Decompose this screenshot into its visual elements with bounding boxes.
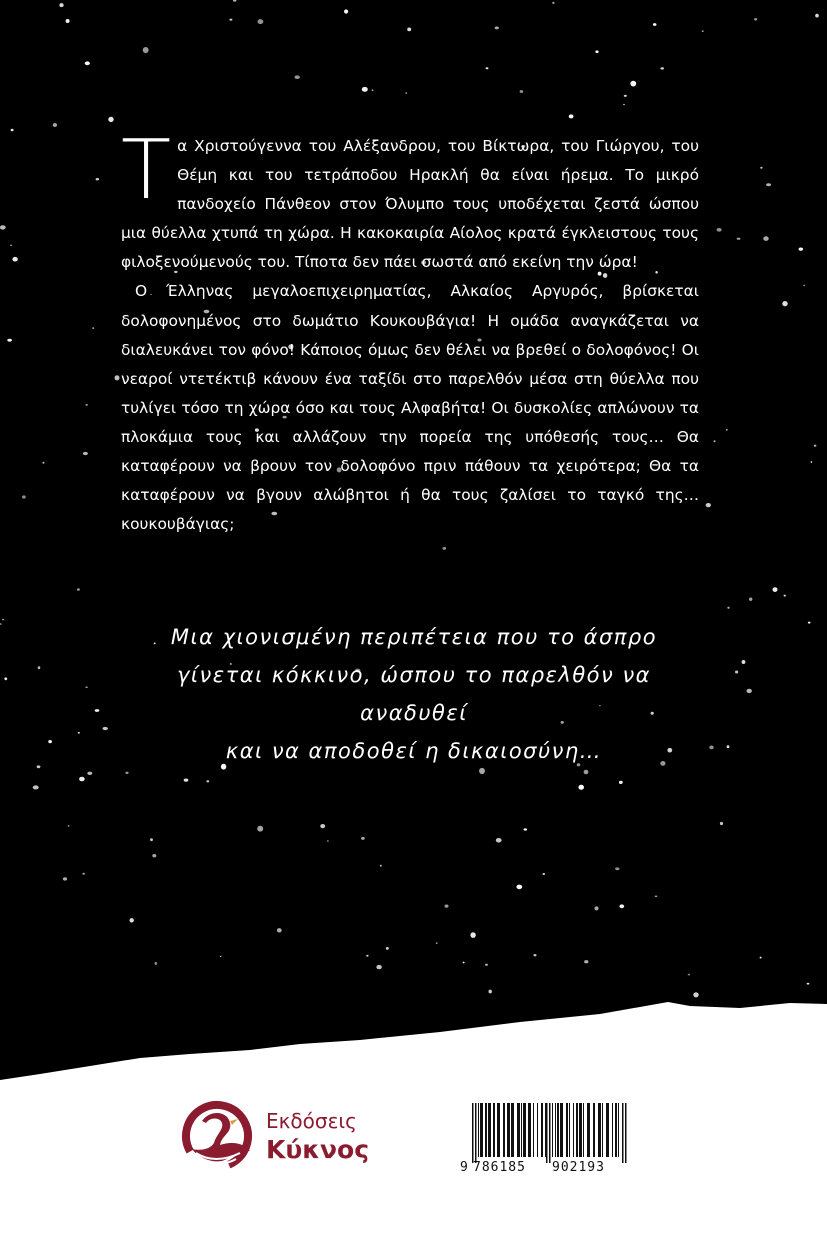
barcode-guard-bar — [475, 1103, 477, 1163]
snowflake — [655, 896, 658, 898]
snowflake — [534, 954, 537, 956]
snowflake — [619, 781, 623, 784]
snowflake — [68, 825, 70, 827]
barcode-guard-bar — [549, 1103, 551, 1163]
snowflake — [630, 81, 636, 87]
snowflake — [782, 301, 787, 306]
snowflake — [4, 677, 7, 680]
snowflake — [366, 955, 368, 957]
snowflake — [807, 983, 810, 985]
snowflake — [773, 587, 778, 592]
barcode-bar — [552, 1103, 553, 1157]
snowflake — [760, 167, 762, 169]
barcode-bar — [576, 1103, 578, 1157]
snowflake — [79, 777, 85, 782]
snowflake — [619, 904, 624, 908]
snowflake — [811, 461, 813, 463]
barcode-bars — [460, 1103, 628, 1163]
barcode-bar — [478, 1103, 479, 1157]
snowflake — [688, 974, 690, 976]
snowflake — [78, 732, 80, 734]
snowflake — [436, 942, 438, 944]
barcode-bar — [507, 1103, 510, 1157]
snowflake — [22, 495, 26, 498]
snowflake — [152, 854, 156, 857]
snowflake — [754, 18, 757, 21]
snowflake — [10, 245, 12, 247]
snowflake — [0, 225, 6, 229]
snowflake — [543, 873, 546, 875]
barcode-bar — [593, 1103, 595, 1157]
barcode-bar — [602, 1103, 603, 1157]
snowflake — [220, 956, 222, 957]
snowflake — [2, 619, 4, 620]
barcode-right-group: 902193 — [552, 1160, 605, 1175]
snowflake — [445, 905, 449, 908]
snowflake — [485, 964, 488, 966]
barcode-bar — [488, 1103, 491, 1157]
snowflake — [406, 92, 408, 93]
snowflake — [709, 746, 713, 750]
snowflake — [727, 607, 729, 609]
tagline-line-1: Μια χιονισμένη περιπέτεια που το άσπρο — [170, 625, 658, 649]
barcode-bar — [555, 1103, 556, 1157]
snowflake — [714, 440, 716, 442]
snowflake — [92, 327, 94, 329]
snowflake — [206, 780, 209, 782]
barcode-bar — [537, 1103, 538, 1157]
snowflake — [386, 947, 389, 950]
snowflake — [125, 772, 128, 774]
snowflake — [11, 129, 14, 132]
barcode-guard-bar — [472, 1103, 474, 1163]
snowflake — [595, 50, 598, 53]
snowflake — [584, 960, 588, 963]
barcode-bar — [566, 1103, 568, 1157]
snowflake — [362, 87, 368, 92]
snowflake — [799, 248, 803, 251]
snowflake — [85, 61, 90, 65]
snowflake — [376, 965, 381, 969]
snowflake — [524, 828, 528, 830]
snowflake — [87, 772, 92, 775]
snowflake — [720, 822, 723, 825]
snowflake — [59, 3, 63, 7]
barcode-guard-bar — [546, 1103, 548, 1163]
barcode-bar — [612, 1103, 613, 1157]
barcode-digits — [460, 1160, 628, 1180]
barcode-bar — [557, 1103, 559, 1157]
barcode-bar — [497, 1103, 500, 1157]
barcode-bar — [606, 1103, 609, 1157]
snowflake — [83, 452, 88, 455]
barcode-guard-bar — [625, 1103, 627, 1163]
barcode-bar — [545, 1103, 546, 1157]
barcode-bar — [573, 1103, 574, 1157]
snowflake — [727, 745, 730, 748]
snowflake — [717, 228, 722, 232]
snowflake — [495, 27, 499, 30]
barcode-bar — [587, 1103, 590, 1157]
snowflake — [496, 838, 502, 843]
snowflake — [760, 957, 762, 959]
snowflake — [784, 595, 786, 597]
tagline-line-2: γίνεται κόκκινο, ώσπου το παρελθόν να αναδυθεί — [176, 663, 652, 725]
barcode-bar — [560, 1103, 563, 1157]
snowflake — [344, 9, 348, 13]
snowflake — [803, 285, 805, 286]
blurb-paragraph-1-text: α Χριστούγεννα του Αλέξανδρου, του Βίκτωρα, του Γιώργου, του Θέμη και του τετράποδου Ηρακλή θα είναι ήρεμα. Το μικρό πανδοχείο Πάνθεον στον Όλυμπο τους υποδέχεται ζεστά ώσπου μια θύελλα χτυπά τη χώρα. Η κακοκαιρία Αίολος κρατά έγκλειστους τους φιλοξενούμενούς του. Τίποτα δεν πάει σωστά από εκείνη την ώρα! — [121, 137, 699, 272]
barcode-bar — [480, 1103, 483, 1157]
barcode-bar — [569, 1103, 570, 1157]
snowflake — [361, 837, 365, 840]
snowflake — [569, 114, 574, 118]
barcode-bar — [493, 1103, 495, 1157]
snowflake — [295, 75, 300, 79]
snowflake — [258, 19, 264, 24]
snowflake — [63, 877, 67, 880]
snowflake — [37, 765, 41, 768]
snowflake — [12, 257, 17, 262]
drop-cap: Τ — [121, 123, 172, 218]
isbn-barcode — [460, 1103, 628, 1183]
snowflake — [96, 178, 99, 180]
snowflake — [108, 117, 113, 122]
barcode-bar — [579, 1103, 582, 1157]
snowflake — [257, 826, 263, 832]
barcode-guard-bar — [622, 1103, 624, 1163]
blurb-paragraph-2: Ο Έλληνας μεγαλοεπιχειρηματίας, Αλκαίος Αργυρός, βρίσκεται δολοφονημένος στο δωμάτιο Κουκουβάγια! Η ομάδα αναγκάζεται να διαλευκάνει τον φόνο! Κάποιος όμως δεν θέλει να βρεθεί ο δολοφόνος! Οι νεαροί ντετέκτιβ κάνουν ένα ταξίδι στο παρελθόν μέσα στη θύελλα που τυλίγει τόσο τη χώρα όσο και τους Αλφαβήτα! Οι δυσκολίες απλώνουν τα πλοκάμια τους και αλλάζουν την πορεία της υπόθεσής τους… Θα καταφέρουν να βρουν τον δολοφόνο πριν πάθουν τα χειρότερα; Θα τα καταφέρουν να βγουν αλώβητοι ή θα τους ζαλίσει το ταγκό της… κουκουβάγιας; — [121, 282, 699, 534]
snowflake — [814, 445, 817, 447]
snowflake — [372, 90, 374, 91]
publisher-logo — [180, 1095, 380, 1175]
snowflake — [624, 95, 627, 97]
snowflake — [693, 992, 698, 997]
snowflake — [726, 429, 728, 430]
snowflake — [380, 865, 382, 867]
barcode-bar — [528, 1103, 531, 1157]
snowflake — [42, 462, 44, 464]
snowflake — [520, 90, 524, 93]
barcode-bar — [517, 1103, 520, 1157]
snowflake — [155, 962, 158, 965]
snowflake — [150, 838, 153, 841]
tagline — [130, 618, 698, 770]
snowflake — [595, 906, 599, 910]
barcode-bar — [485, 1103, 487, 1157]
barcode-bar — [618, 1103, 619, 1157]
tagline-line-3: και να αποδοθεί η δικαιοσύνη… — [225, 739, 603, 763]
snowflake — [470, 932, 475, 938]
snowflake — [82, 873, 85, 875]
barcode-bar — [511, 1103, 514, 1157]
barcode-bar — [523, 1103, 526, 1157]
snowflake — [623, 104, 625, 105]
snowflake — [516, 885, 522, 890]
snowflake — [277, 928, 282, 932]
snowflake — [737, 238, 741, 240]
blurb-text — [121, 123, 699, 539]
snowflake — [766, 183, 771, 186]
barcode-bar — [521, 1103, 522, 1157]
snowflake — [815, 14, 819, 18]
snowflake — [615, 867, 619, 870]
snowflake — [7, 339, 12, 342]
snowflake — [85, 686, 87, 688]
snowflake — [115, 375, 120, 380]
barcode-first-digit: 9 — [460, 1160, 468, 1175]
snowflake — [486, 67, 489, 69]
snowflake — [77, 588, 80, 591]
snowflake — [95, 709, 100, 712]
snowflake — [103, 727, 108, 730]
snowflake — [660, 67, 664, 69]
snowflake — [38, 666, 41, 669]
snowflake — [584, 770, 589, 775]
publisher-name-line-2: Κύκνος — [266, 1135, 370, 1164]
barcode-bar — [615, 1103, 617, 1157]
barcode-bar — [598, 1103, 601, 1157]
snowflake — [33, 785, 39, 789]
barcode-bar — [541, 1103, 543, 1157]
snowflake — [48, 740, 52, 743]
snowflake — [463, 962, 465, 964]
snowflake — [808, 622, 811, 624]
publisher-name-line-1: Εκδόσεις — [266, 1109, 357, 1133]
barcode-bar — [503, 1103, 505, 1157]
snowflake — [443, 547, 447, 550]
snowflake — [706, 503, 711, 507]
snowflake — [130, 918, 134, 922]
snowflake — [552, 2, 554, 4]
barcode-left-group: 786185 — [473, 1160, 526, 1175]
barcode-bar — [583, 1103, 584, 1157]
snowflake — [747, 689, 752, 693]
snowflake — [53, 123, 57, 127]
snowflake — [66, 19, 70, 23]
snowflake — [327, 840, 329, 841]
snowflake — [489, 990, 492, 994]
snowflake — [229, 19, 232, 21]
blurb-paragraph-1 — [121, 123, 699, 277]
snowflake — [702, 30, 704, 32]
snowflake — [407, 28, 411, 32]
barcode-bar — [533, 1103, 534, 1157]
snowflake — [320, 824, 325, 828]
snowflake — [742, 660, 746, 664]
snowflake — [763, 236, 768, 241]
snowflake — [85, 404, 88, 406]
snowflake — [184, 779, 189, 782]
snowflake — [653, 23, 657, 26]
snowflake — [749, 598, 752, 601]
snowflake — [143, 47, 149, 53]
snowflake — [578, 785, 584, 790]
snowflake — [735, 671, 738, 674]
swan-logo-icon — [180, 1099, 258, 1173]
